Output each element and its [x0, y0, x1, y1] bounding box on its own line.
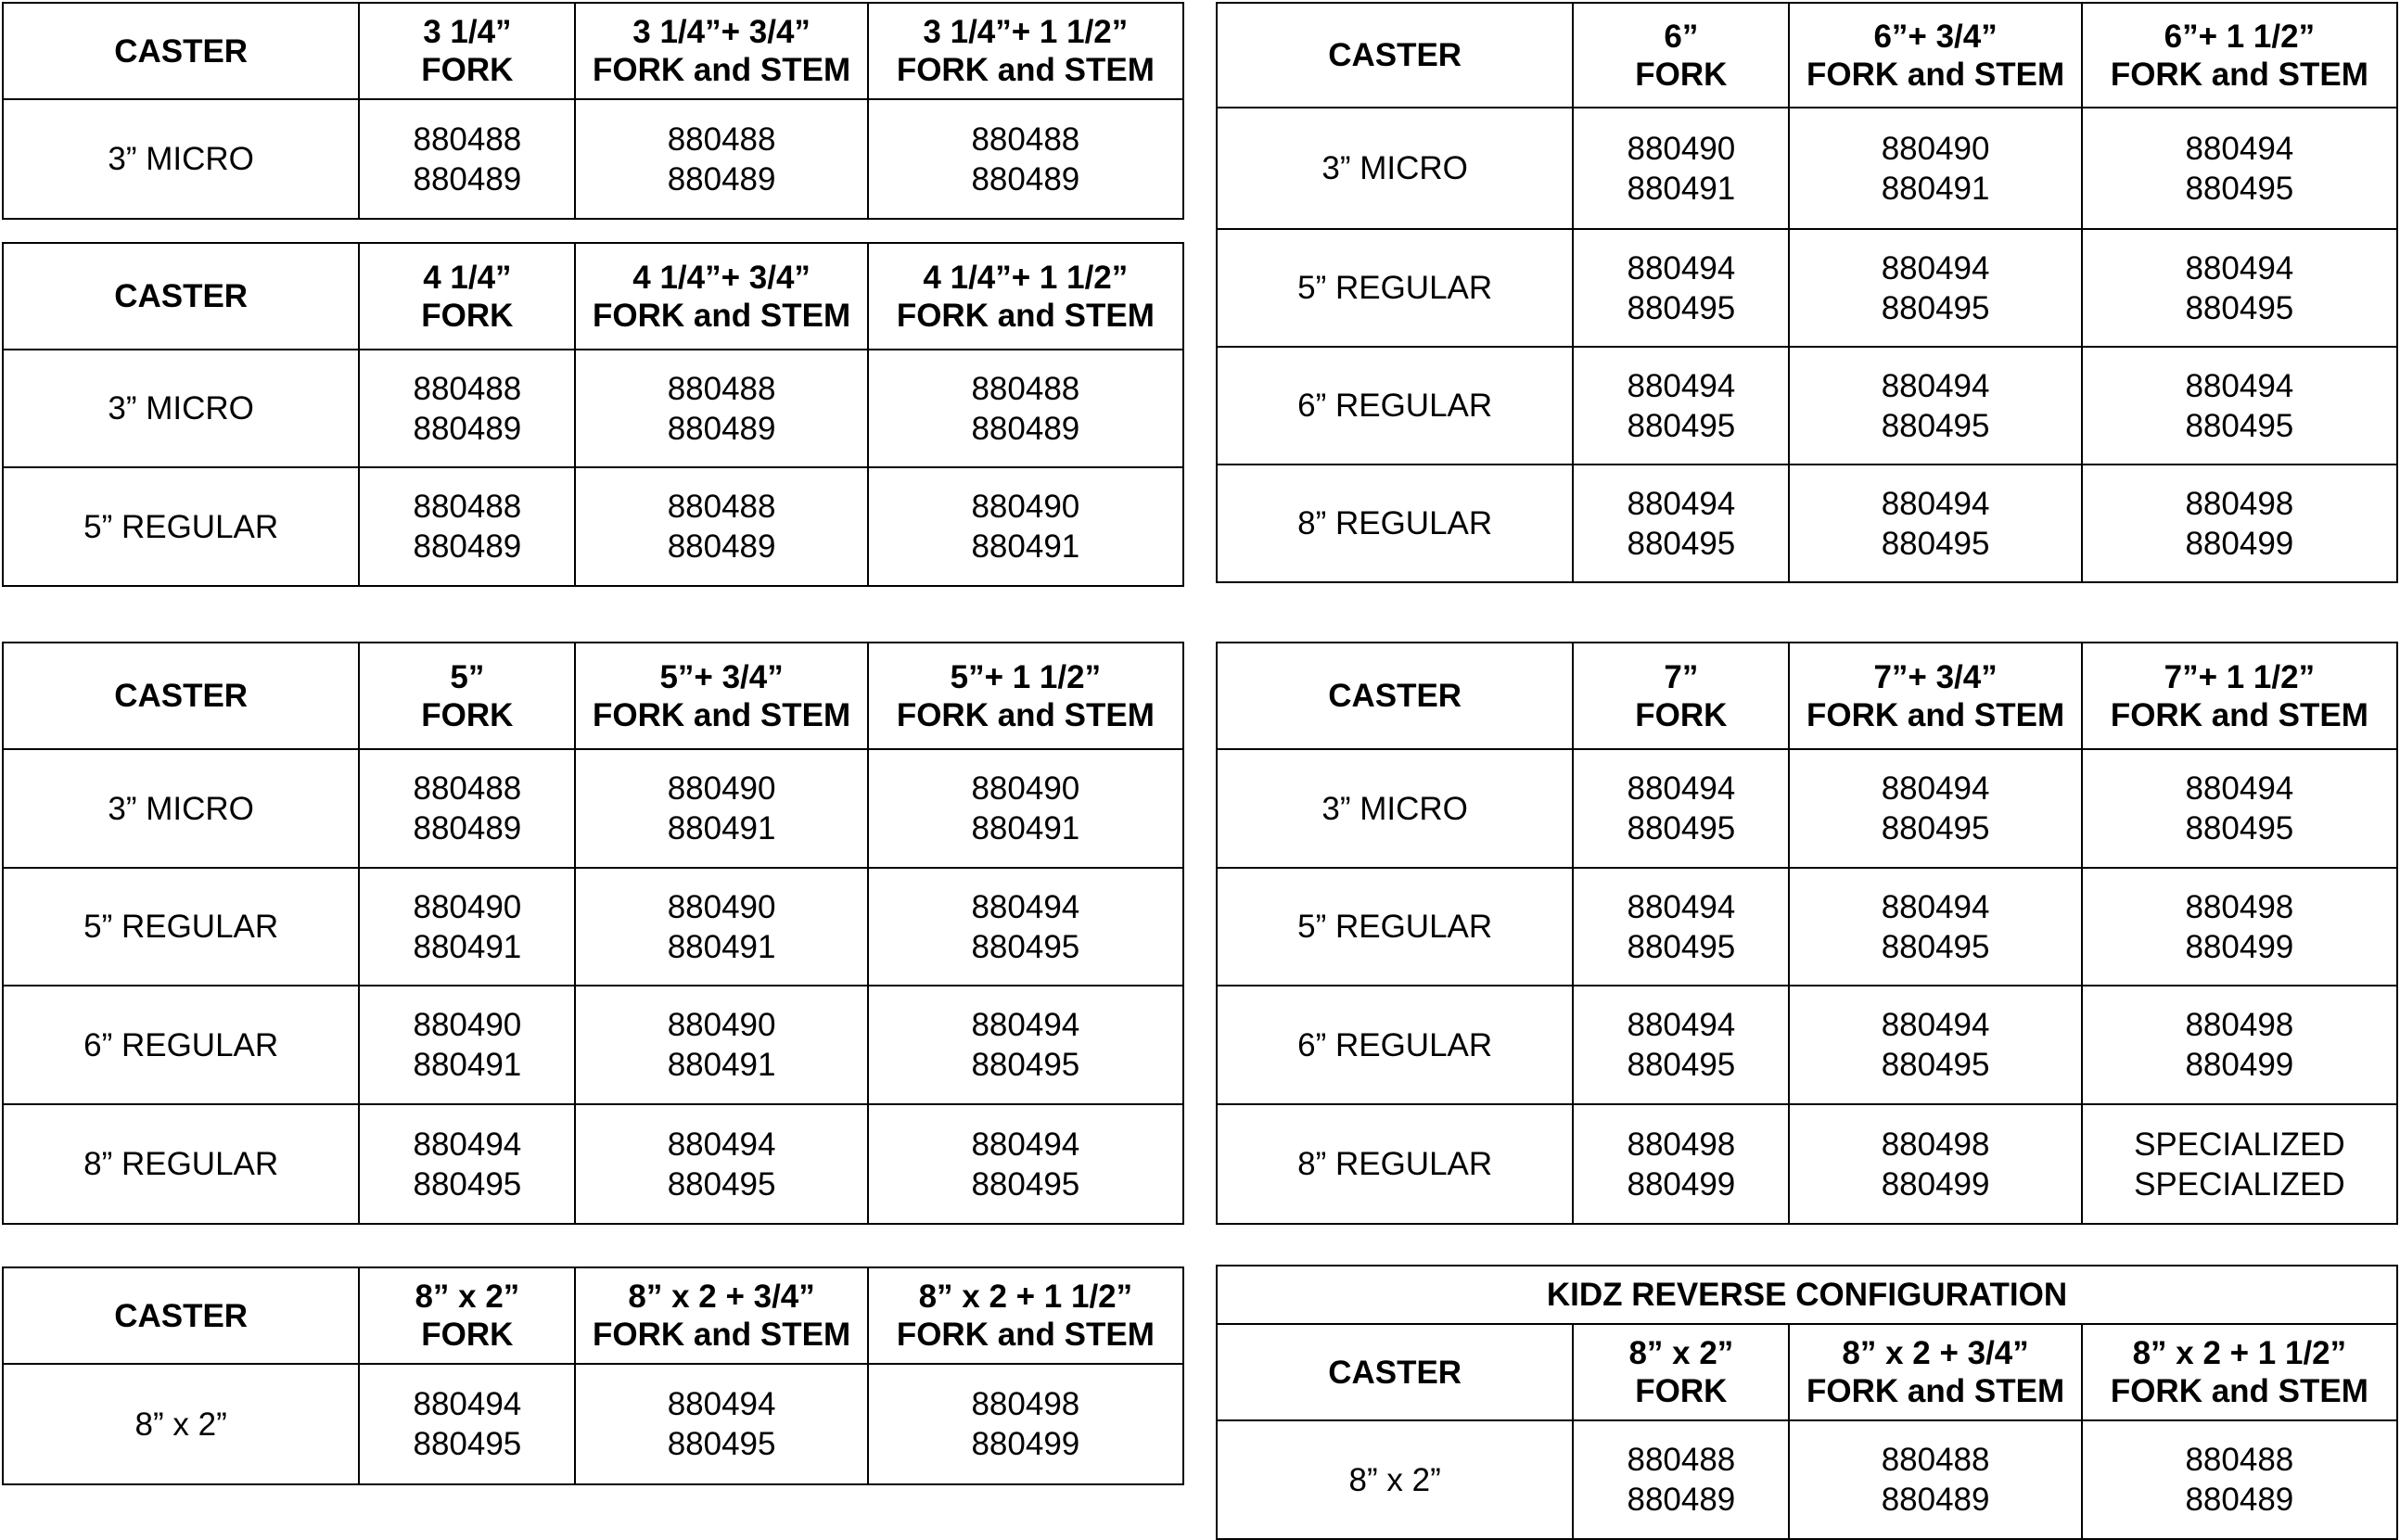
header-row [3, 643, 1183, 749]
part-cell: 880494 880495 [1573, 347, 1789, 465]
caster-cell: 3” MICRO [1217, 108, 1573, 229]
part-cell: 880494 880495 [575, 1364, 867, 1484]
header-col-3: 5”+ 1 1/2” FORK and STEM [868, 643, 1183, 749]
part-cell: 880488 880489 [359, 749, 575, 868]
part-cell: 880494 880495 [1789, 986, 2081, 1104]
part-cell: 880494 880495 [575, 1104, 867, 1224]
part-cell: 880490 880491 [1573, 108, 1789, 229]
part-cell: 880494 880495 [1573, 986, 1789, 1104]
header-col-1: 6” FORK [1573, 3, 1789, 108]
header-col-1: 3 1/4” FORK [359, 3, 575, 99]
part-cell: 880498 880499 [1573, 1104, 1789, 1224]
table-row [1217, 1104, 2397, 1224]
header-row [3, 1267, 1183, 1364]
part-cell: 880494 880495 [868, 868, 1183, 986]
part-cell: 880488 880489 [868, 99, 1183, 219]
part-cell: 880490 880491 [575, 868, 867, 986]
table-8x2 [2, 1266, 1184, 1485]
part-cell: 880488 880489 [359, 350, 575, 467]
header-row [1217, 3, 2397, 108]
header-col-3: 8” x 2 + 1 1/2” FORK and STEM [868, 1267, 1183, 1364]
caster-cell: 3” MICRO [3, 99, 359, 219]
part-cell: 880494 880495 [1789, 749, 2081, 868]
part-cell: 880494 880495 [359, 1104, 575, 1224]
caster-cell: 8” x 2” [1217, 1420, 1573, 1539]
caster-cell: 6” REGULAR [1217, 986, 1573, 1104]
part-cell: 880494 880495 [2082, 749, 2397, 868]
table-row [3, 749, 1183, 868]
header-col-3: 6”+ 1 1/2” FORK and STEM [2082, 3, 2397, 108]
table-row [3, 1364, 1183, 1484]
header-row [1217, 643, 2397, 749]
header-caster: CASTER [3, 1267, 359, 1364]
header-caster: CASTER [3, 643, 359, 749]
table-4-1-4 [2, 242, 1184, 587]
header-col-1: 4 1/4” FORK [359, 243, 575, 350]
table-kidz-reverse [1216, 1265, 2398, 1540]
part-cell: 880488 880489 [2082, 1420, 2397, 1539]
table-caption: KIDZ REVERSE CONFIGURATION [1217, 1266, 2397, 1324]
caster-cell: 3” MICRO [3, 350, 359, 467]
table-row [3, 1104, 1183, 1224]
table-row [3, 350, 1183, 467]
part-cell: SPECIALIZED SPECIALIZED [2082, 1104, 2397, 1224]
header-caster: CASTER [3, 243, 359, 350]
part-cell: 880490 880491 [359, 986, 575, 1104]
header-col-2: 7”+ 3/4” FORK and STEM [1789, 643, 2081, 749]
part-cell: 880488 880489 [868, 350, 1183, 467]
table-row [3, 467, 1183, 586]
header-col-3: 4 1/4”+ 1 1/2” FORK and STEM [868, 243, 1183, 350]
caster-cell: 5” REGULAR [3, 868, 359, 986]
table-row [1217, 749, 2397, 868]
part-cell: 880488 880489 [575, 99, 867, 219]
header-col-2: 8” x 2 + 3/4” FORK and STEM [1789, 1324, 2081, 1420]
part-cell: 880498 880499 [2082, 986, 2397, 1104]
header-col-3: 7”+ 1 1/2” FORK and STEM [2082, 643, 2397, 749]
header-caster: CASTER [3, 3, 359, 99]
table-row [1217, 465, 2397, 582]
header-col-2: 6”+ 3/4” FORK and STEM [1789, 3, 2081, 108]
header-col-3: 3 1/4”+ 1 1/2” FORK and STEM [868, 3, 1183, 99]
header-row [1217, 1324, 2397, 1420]
part-cell: 880494 880495 [1789, 229, 2081, 347]
table-3-1-4 [2, 2, 1184, 220]
part-cell: 880490 880491 [575, 986, 867, 1104]
part-cell: 880494 880495 [1573, 749, 1789, 868]
part-cell: 880490 880491 [868, 467, 1183, 586]
part-cell: 880494 880495 [2082, 347, 2397, 465]
header-col-1: 8” x 2” FORK [1573, 1324, 1789, 1420]
table-row [1217, 347, 2397, 465]
part-cell: 880494 880495 [1573, 465, 1789, 582]
header-col-2: 5”+ 3/4” FORK and STEM [575, 643, 867, 749]
table-row [3, 986, 1183, 1104]
part-cell: 880494 880495 [359, 1364, 575, 1484]
part-cell: 880498 880499 [2082, 868, 2397, 986]
caster-cell: 3” MICRO [3, 749, 359, 868]
part-cell: 880488 880489 [575, 467, 867, 586]
part-cell: 880488 880489 [359, 467, 575, 586]
part-cell: 880498 880499 [868, 1364, 1183, 1484]
caster-cell: 6” REGULAR [3, 986, 359, 1104]
part-cell: 880498 880499 [2082, 465, 2397, 582]
table-row [1217, 1420, 2397, 1539]
part-cell: 880494 880495 [1789, 347, 2081, 465]
table-row [3, 868, 1183, 986]
part-cell: 880494 880495 [2082, 229, 2397, 347]
table-row [1217, 108, 2397, 229]
header-row [3, 3, 1183, 99]
part-cell: 880494 880495 [1789, 868, 2081, 986]
header-col-1: 5” FORK [359, 643, 575, 749]
caster-cell: 5” REGULAR [3, 467, 359, 586]
header-col-1: 8” x 2” FORK [359, 1267, 575, 1364]
table-7 [1216, 642, 2398, 1225]
part-cell: 880488 880489 [1789, 1420, 2081, 1539]
caster-cell: 3” MICRO [1217, 749, 1573, 868]
caster-cell: 8” REGULAR [3, 1104, 359, 1224]
table-6 [1216, 2, 2398, 583]
table-row [1217, 986, 2397, 1104]
caster-cell: 8” REGULAR [1217, 1104, 1573, 1224]
header-col-1: 7” FORK [1573, 643, 1789, 749]
part-cell: 880494 880495 [868, 986, 1183, 1104]
part-cell: 880490 880491 [359, 868, 575, 986]
header-col-2: 4 1/4”+ 3/4” FORK and STEM [575, 243, 867, 350]
part-cell: 880498 880499 [1789, 1104, 2081, 1224]
part-cell: 880494 880495 [1573, 229, 1789, 347]
part-cell: 880490 880491 [575, 749, 867, 868]
part-cell: 880488 880489 [1573, 1420, 1789, 1539]
header-caster: CASTER [1217, 1324, 1573, 1420]
table-row [1217, 229, 2397, 347]
header-col-2: 8” x 2 + 3/4” FORK and STEM [575, 1267, 867, 1364]
caster-cell: 8” x 2” [3, 1364, 359, 1484]
table-row [1217, 868, 2397, 986]
table-row [3, 99, 1183, 219]
part-cell: 880488 880489 [359, 99, 575, 219]
part-cell: 880494 880495 [868, 1104, 1183, 1224]
caster-cell: 5” REGULAR [1217, 229, 1573, 347]
table-5 [2, 642, 1184, 1225]
part-cell: 880494 880495 [1573, 868, 1789, 986]
header-caster: CASTER [1217, 3, 1573, 108]
caption-row [1217, 1266, 2397, 1324]
header-row [3, 243, 1183, 350]
header-col-2: 3 1/4”+ 3/4” FORK and STEM [575, 3, 867, 99]
part-cell: 880490 880491 [1789, 108, 2081, 229]
header-caster: CASTER [1217, 643, 1573, 749]
caster-cell: 8” REGULAR [1217, 465, 1573, 582]
part-cell: 880488 880489 [575, 350, 867, 467]
caster-cell: 6” REGULAR [1217, 347, 1573, 465]
part-cell: 880490 880491 [868, 749, 1183, 868]
caster-cell: 5” REGULAR [1217, 868, 1573, 986]
part-cell: 880494 880495 [2082, 108, 2397, 229]
part-cell: 880494 880495 [1789, 465, 2081, 582]
header-col-3: 8” x 2 + 1 1/2” FORK and STEM [2082, 1324, 2397, 1420]
